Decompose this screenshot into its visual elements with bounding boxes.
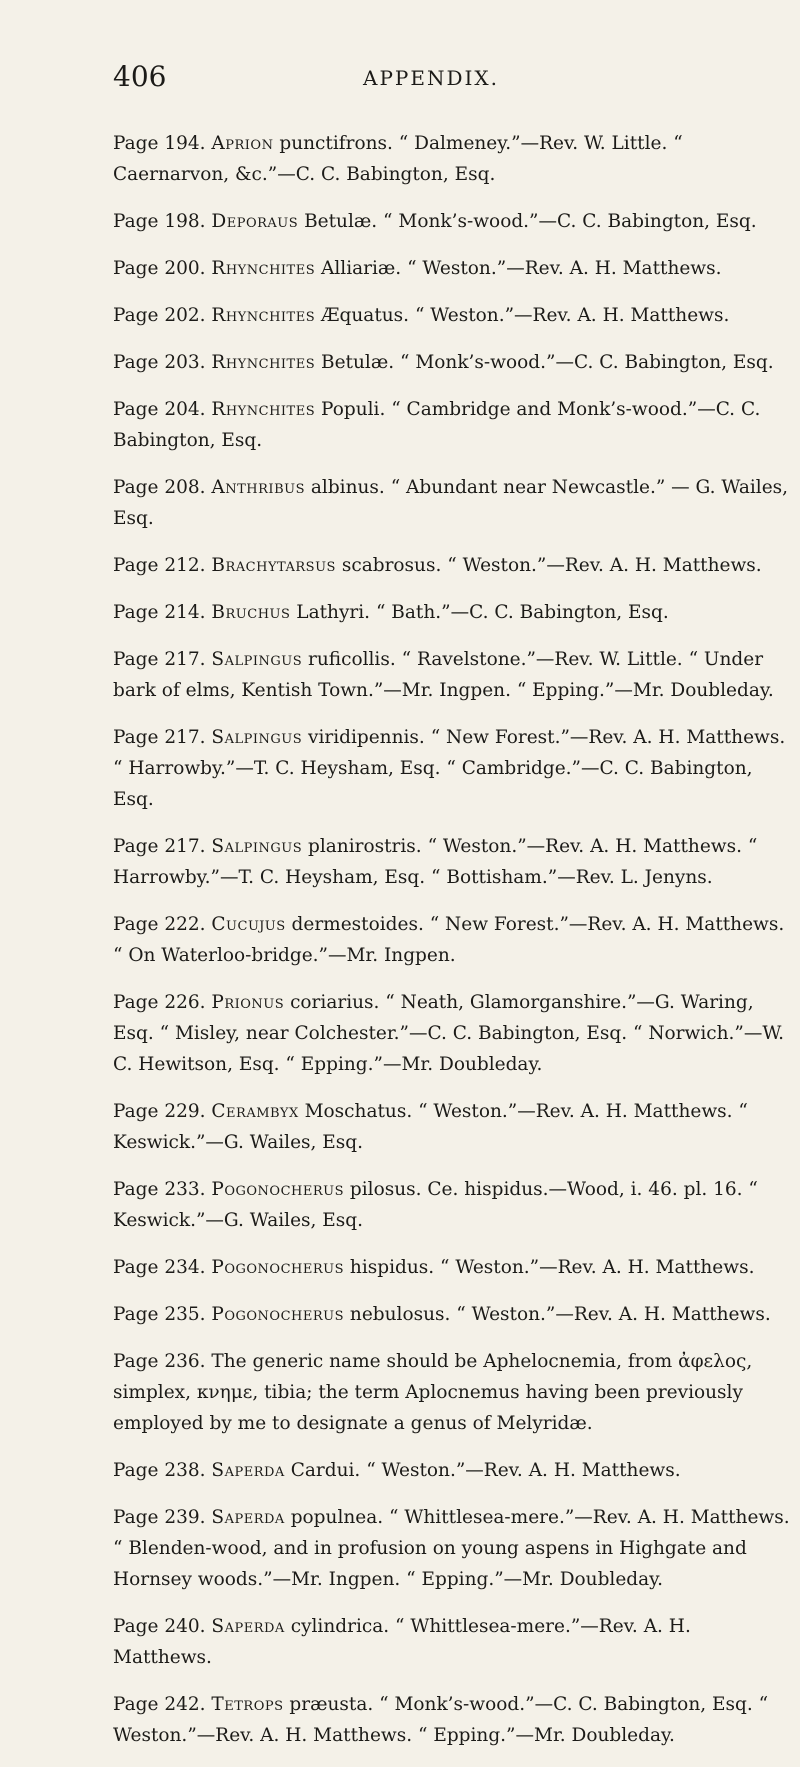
running-title: APPENDIX. [363,66,499,90]
entry-genus: Rhynchites [211,399,316,420]
appendix-entry [113,347,793,378]
entry-genus: Salpingus [211,836,303,857]
appendix-entry [113,1346,793,1439]
entry-species: Cardui. [290,1460,361,1481]
entry-locality-text: “ Weston.”—Rev. A. H. Matthews. [440,1257,755,1278]
entry-genus: Aprion [211,133,274,154]
entry-page-ref: Page 226. [113,992,206,1013]
entry-genus: Pogonocherus [211,1304,345,1325]
entry-locality-text: “ New Forest.”—Rev. A. H. Matthews. “ On Waterloo-bridge.”—Mr. Ingpen. [113,914,785,966]
entry-locality-text: The generic name should be Aphelocnemia, from ἀφελος, simplex, κνημε, tibia; the term Aplocnemus having been previously employed by me to designate a genus of Melyridæ. [113,1351,753,1434]
entry-genus: Bruchus [211,602,291,623]
entry-species: scabrosus. [341,555,442,576]
appendix-entry [113,253,793,284]
entry-page-ref: Page 200. [113,258,206,279]
entry-genus: Cerambyx [211,1101,299,1122]
entry-page-ref: Page 204. [113,399,206,420]
entry-genus: Salpingus [211,649,303,670]
appendix-entry [113,644,793,706]
entry-locality-text: “ Monk’s-wood.”—C. C. Babington, Esq. “ Weston.”—Rev. A. H. Matthews. “ Epping.”—Mr. Doubleday. [113,1694,769,1746]
entry-species: hispidus. [349,1257,435,1278]
entry-genus: Pogonocherus [211,1257,345,1278]
entry-page-ref: Page 242. [113,1694,206,1715]
entry-page-ref: Page 217. [113,727,206,748]
appendix-entry [113,909,793,971]
appendix-entry [113,206,793,237]
entry-locality-text: “ Dalmeney.”—Rev. W. Little. “ Caernarvon, &c.”—C. C. Babington, Esq. [113,133,683,185]
entry-genus: Brachytarsus [211,555,336,576]
entry-page-ref: Page 217. [113,836,206,857]
entry-page-ref: Page 233. [113,1179,206,1200]
entry-species: nebulosus. [349,1304,451,1325]
appendix-entry [113,1174,793,1236]
entry-genus: Cucujus [211,914,286,935]
entry-locality-text: “ Abundant near Newcastle.” — G. Wailes, Esq. [113,477,789,529]
entry-species: coriarius. [290,992,380,1013]
entry-species: punctifrons. [279,133,393,154]
entry-page-ref: Page 208. [113,477,206,498]
entry-genus: Salpingus [211,727,303,748]
entry-genus: Prionus [211,992,285,1013]
appendix-entries [113,128,793,1767]
entry-genus: Saperda [211,1616,285,1637]
entry-species: Populi. [321,399,386,420]
entry-genus: Rhynchites [211,305,316,326]
appendix-entry [113,394,793,456]
entry-page-ref: Page 212. [113,555,206,576]
page-number: 406 [113,60,167,93]
entry-genus: Anthribus [211,477,305,498]
appendix-entry [113,722,793,815]
entry-locality-text: “ Weston.”—Rev. A. H. Matthews. [456,1304,771,1325]
entry-locality-text: “ Bath.”—C. C. Babington, Esq. [375,602,669,623]
entry-locality-text: “ New Forest.”—Rev. A. H. Matthews. “ Harrowby.”—T. C. Heysham, Esq. “ Cambridge.”—C. C. Babington, Esq. [113,727,786,810]
entry-locality-text: “ Monk’s-wood.”—C. C. Babington, Esq. [400,352,774,373]
appendix-entry [113,987,793,1080]
entry-species: Betulæ. [304,211,378,232]
appendix-entry [113,597,793,628]
entry-species: planirostris. [308,836,422,857]
appendix-entry [113,831,793,893]
entry-genus: Pogonocherus [211,1179,345,1200]
entry-species: cylindrica. [290,1616,390,1637]
entry-page-ref: Page 222. [113,914,206,935]
entry-species: viridipennis. [308,727,425,748]
appendix-entry [113,128,793,190]
entry-page-ref: Page 198. [113,211,206,232]
entry-page-ref: Page 239. [113,1507,206,1528]
appendix-entry [113,1455,793,1486]
entry-genus: Rhynchites [211,258,316,279]
entry-genus: Saperda [211,1460,285,1481]
appendix-entry [113,550,793,581]
entry-locality-text: “ Whittlesea-mere.”—Rev. A. H. Matthews. [113,1616,691,1668]
entry-species: præusta. [289,1694,374,1715]
entry-page-ref: Page 238. [113,1460,206,1481]
entry-genus: Tetrops [211,1694,284,1715]
entry-locality-text: “ Weston.”—Rev. A. H. Matthews. [447,555,762,576]
entry-page-ref: Page 240. [113,1616,206,1637]
entry-page-ref: Page 202. [113,305,206,326]
entry-species: dermestoides. [291,914,424,935]
entry-page-ref: Page 229. [113,1101,206,1122]
appendix-entry [113,1299,793,1330]
entry-species: Moschatus. [304,1101,413,1122]
appendix-entry [113,1096,793,1158]
entry-page-ref: Page 217. [113,649,206,670]
entry-species: pilosus. [349,1179,422,1200]
entry-genus: Deporaus [211,211,299,232]
appendix-entry [113,472,793,534]
appendix-entry [113,1689,793,1751]
entry-genus: Rhynchites [211,352,316,373]
entry-page-ref: Page 194. [113,133,206,154]
entry-page-ref: Page 214. [113,602,206,623]
page-header [113,60,740,96]
entry-species: Lathyri. [296,602,371,623]
appendix-entry [113,1611,793,1673]
entry-locality-text: “ Weston.”—Rev. A. H. Matthews. [414,305,730,326]
entry-species: albinus. [310,477,385,498]
entry-locality-text: “ Neath, Glamorganshire.”—G. Waring, Esq. “ Misley, near Colchester.”—C. C. Babington, Esq. “ Norwich.”—W. C. Hewitson, Esq. “ Epping.”—Mr. Doubleday. [113,992,785,1075]
entry-locality-text: “ Monk’s-wood.”—C. C. Babington, Esq. [383,211,757,232]
entry-species: populnea. [290,1507,384,1528]
entry-locality-text: “ Weston.”—Rev. A. H. Matthews. “ Harrowby.”—T. C. Heysham, Esq. “ Bottisham.”—Rev. L. Jenyns. [113,836,758,888]
entry-species: Alliariæ. [321,258,402,279]
appendix-entry [113,1502,793,1595]
entry-species: Æquatus. [321,305,410,326]
entry-locality-text: “ Weston.”—Rev. A. H. Matthews. [366,1460,681,1481]
entry-locality-text: “ Whittlesea-mere.”—Rev. A. H. Matthews. “ Blenden-wood, and in profusion on young aspens in Highgate and Hornsey woods.”—Mr. Ingpen. “ Epping.”—Mr. Doubleday. [113,1507,790,1590]
entry-species: ruficollis. [308,649,396,670]
entry-locality-text: “ Ravelstone.”—Rev. W. Little. “ Under bark of elms, Kentish Town.”—Mr. Ingpen. “ Epping.”—Mr. Doubleday. [113,649,774,701]
entry-page-ref: Page 235. [113,1304,206,1325]
entry-locality-text: “ Cambridge and Monk’s-wood.”—C. C. Babington, Esq. [113,399,761,451]
entry-page-ref: Page 236. [113,1351,206,1372]
entry-page-ref: Page 203. [113,352,206,373]
entry-species: Betulæ. [321,352,395,373]
entry-genus: Saperda [211,1507,285,1528]
appendix-entry [113,1252,793,1283]
entry-page-ref: Page 234. [113,1257,206,1278]
entry-locality-text: Ce. hispidus.—Wood, i. 46. pl. 16. “ Keswick.”—G. Wailes, Esq. [113,1179,758,1231]
entry-locality-text: “ Weston.”—Rev. A. H. Matthews. [407,258,722,279]
entry-locality-text: “ Weston.”—Rev. A. H. Matthews. “ Keswick.”—G. Wailes, Esq. [113,1101,748,1153]
appendix-entry [113,300,793,331]
